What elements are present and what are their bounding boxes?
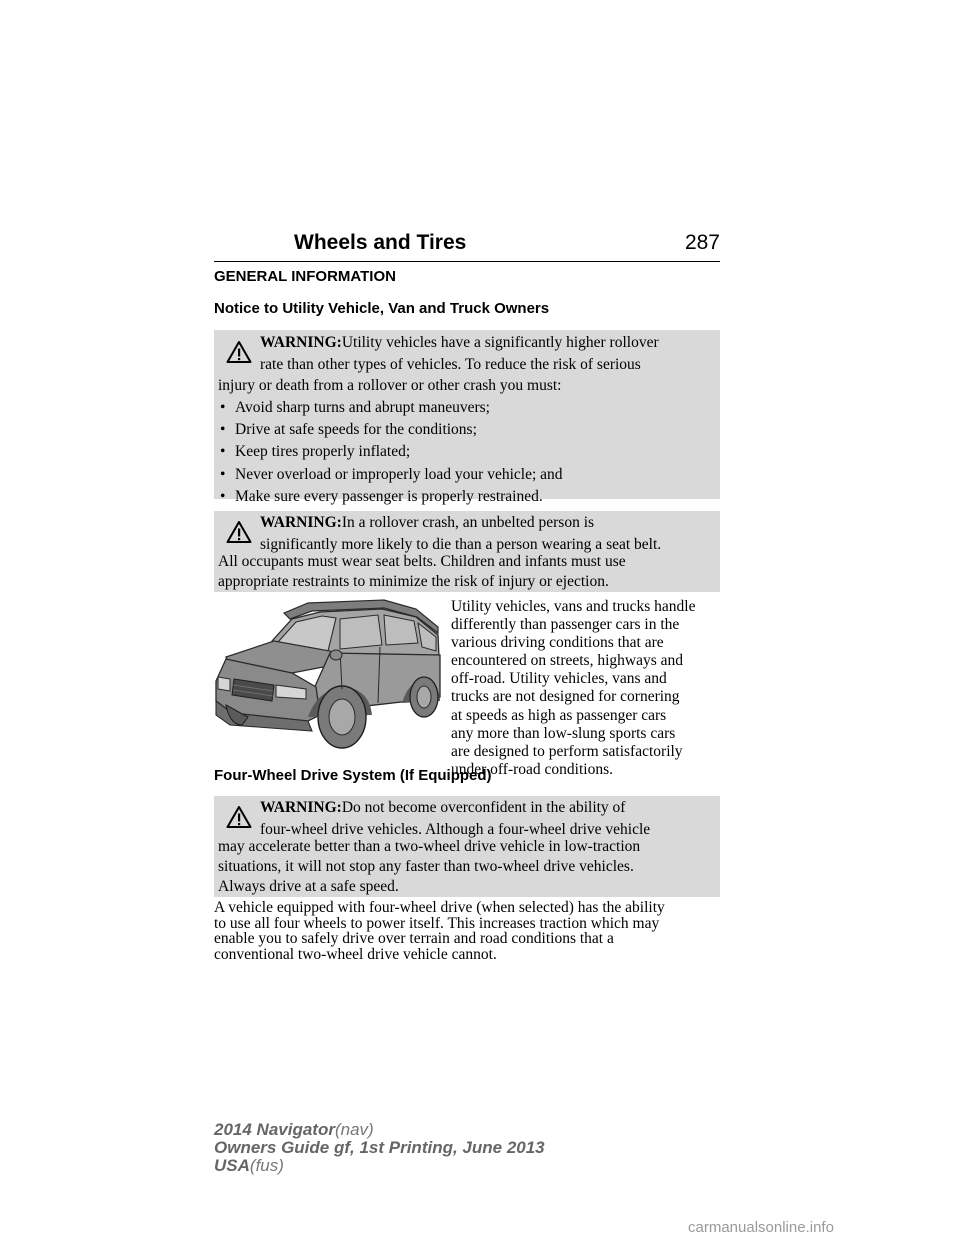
four-wheel-drive-paragraph: A vehicle equipped with four-wheel drive (when selected) has the ability to use all four wheels to power itself. This increases traction which may enable you to safely drive over terrain and road conditions that a conventional two-wheel drive vehicle cannot.: [214, 899, 665, 963]
page-header: [214, 231, 720, 262]
section-title: GENERAL INFORMATION: [214, 268, 396, 285]
warning-triangle-icon: [226, 340, 252, 364]
list-item: • Never overload or improperly load your vehicle; and: [218, 464, 712, 486]
page-number: 287: [684, 231, 720, 254]
list-item: • Drive at safe speeds for the conditions;: [218, 419, 712, 441]
footer-model: 2014 Navigator: [214, 1120, 335, 1139]
warning-box-seatbelt: [214, 511, 720, 592]
warning-triangle-icon: [226, 520, 252, 544]
subsection-title-owners: Notice to Utility Vehicle, Van and Truck Owners: [214, 300, 550, 317]
warning-text-start: WARNING:Do not become overconfident in the ability of four-wheel drive vehicles. Although a four-wheel drive vehicle: [260, 799, 651, 838]
warning-box-4wd: [214, 796, 720, 897]
footer-market: USA: [214, 1156, 250, 1175]
footer-guide: Owners Guide gf, 1st Printing, June 2013: [214, 1138, 545, 1157]
site-watermark: carmanualsonline.info: [688, 1219, 834, 1236]
list-item: • Keep tires properly inflated;: [218, 441, 712, 463]
warning-text-rest: may accelerate better than a two-wheel drive vehicle in low-traction situations, it will not stop any faster than two-wheel drive vehicles. Always drive at a safe speed.: [218, 838, 641, 895]
warning-text-start: WARNING:In a rollover crash, an unbelted person is significantly more likely to die than a person wearing a seat belt.: [260, 514, 662, 553]
chapter-title: Wheels and Tires: [294, 231, 467, 254]
page-footer: 2014 Navigator(nav) Owners Guide gf, 1st Printing, June 2013 USA(fus): [214, 1120, 545, 1175]
list-item: • Avoid sharp turns and abrupt maneuvers;: [218, 397, 712, 419]
subsection-title-4wd: Four-Wheel Drive System (If Equipped): [214, 767, 492, 784]
warning-triangle-icon: [226, 805, 252, 829]
suv-illustration: [212, 597, 442, 749]
bullet-list: [218, 397, 712, 508]
warning-text-start: WARNING:Utility vehicles have a significantly higher rollover rate than other types of vehicles. To reduce the risk of serious: [260, 334, 659, 373]
warning-text-rest: All occupants must wear seat belts. Children and infants must use appropriate restraints to minimize the risk of injury or ejection.: [218, 553, 626, 590]
utility-vehicle-paragraph: Utility vehicles, vans and trucks handle differently than passenger cars in the various driving conditions that are encountered on streets, highways and off-road. Utility vehicles, vans and trucks are not designed for cornering at speeds as high as passenger cars any more than low-slung sports cars are designed to perform satisfactorily under off-road conditions.: [451, 598, 696, 778]
warning-label: WARNING:: [260, 334, 342, 351]
warning-box-rollover: [214, 330, 720, 505]
list-item: • Make sure every passenger is properly restrained.: [218, 486, 712, 508]
warning-text-rest: injury or death from a rollover or other crash you must:: [218, 377, 562, 394]
warning-label: WARNING:: [260, 799, 342, 816]
warning-label: WARNING:: [260, 514, 342, 531]
